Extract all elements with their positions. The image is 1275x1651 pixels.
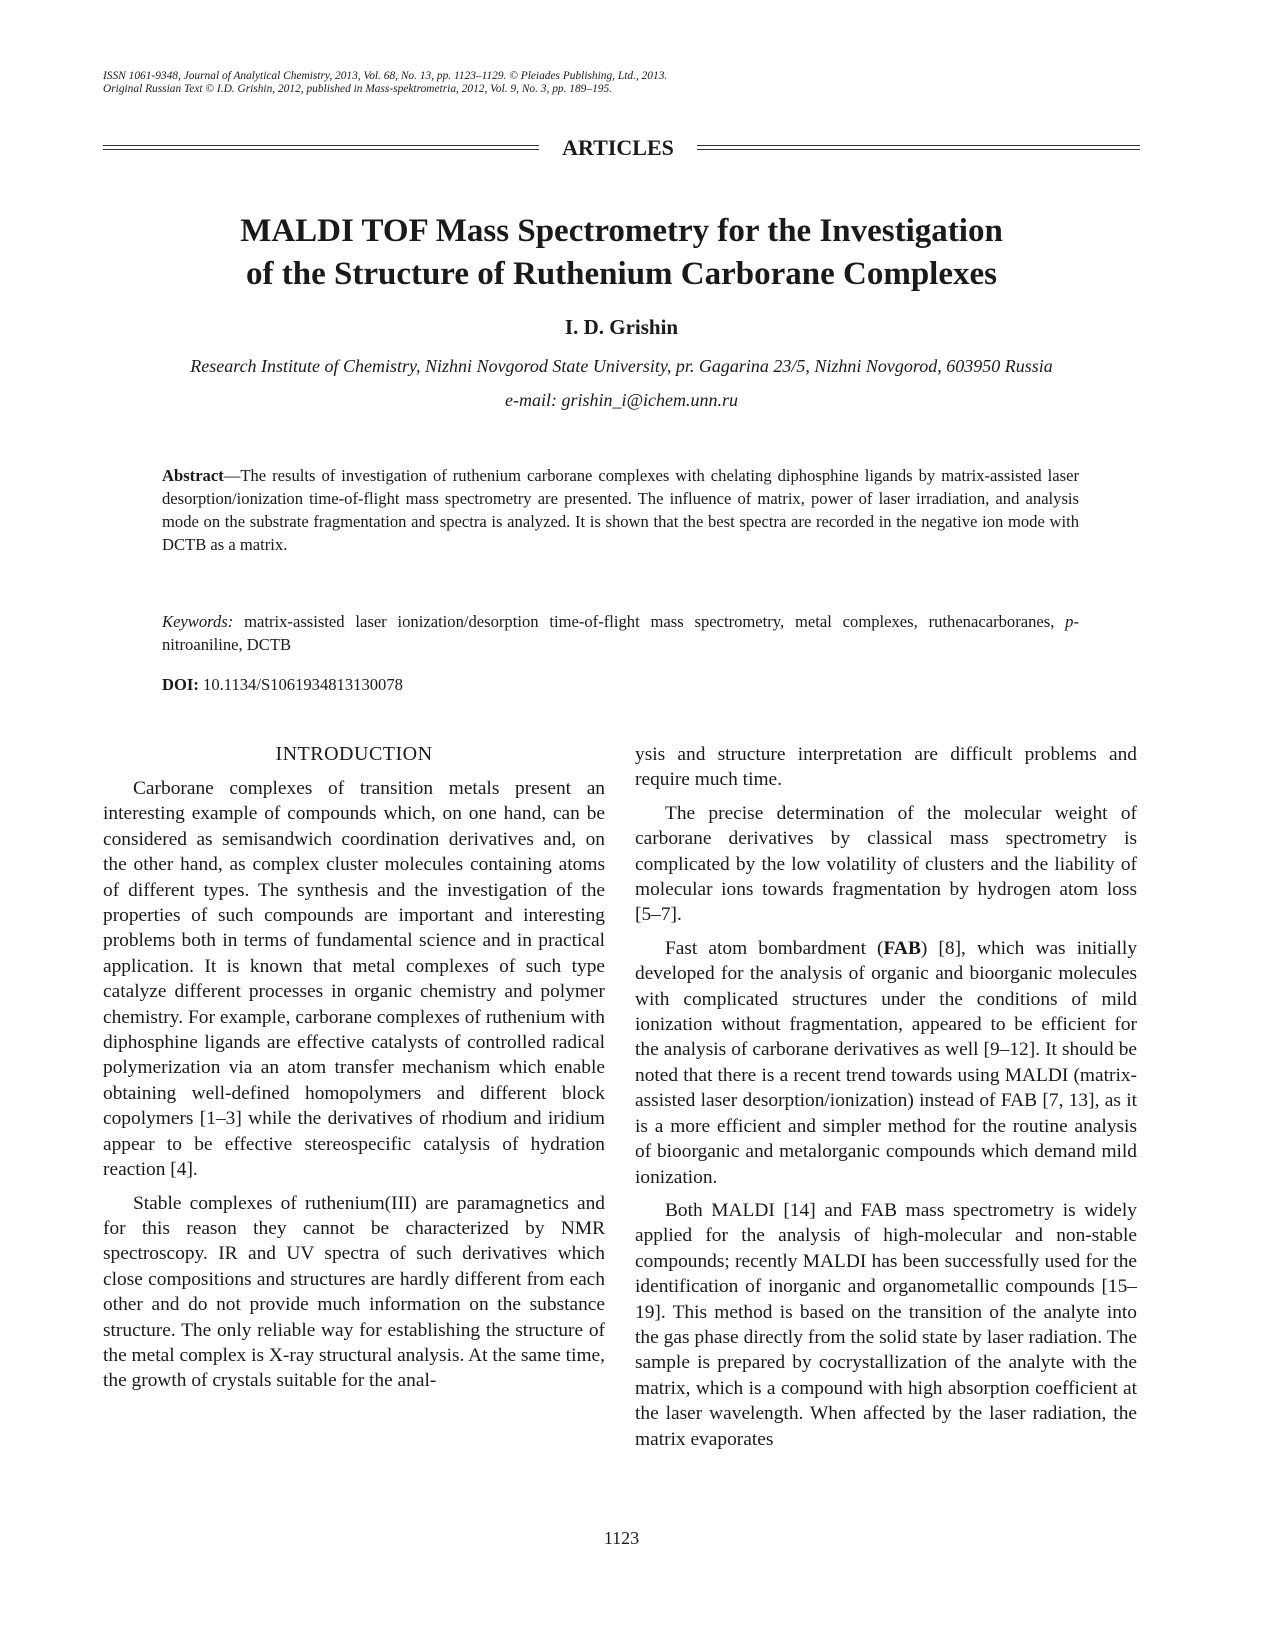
abstract-label: Abstract <box>162 466 224 485</box>
section-label: ARTICLES <box>562 135 674 160</box>
author-name: I. D. Grishin <box>564 315 679 339</box>
original-text-line: Original Russian Text © I.D. Grishin, 2012, published in Mass-spektrometria, 2012, Vol. 9, No. 3, pp. 189–195. <box>103 82 612 95</box>
title-line-2: of the Structure of Ruthenium Carborane Complexes <box>246 256 997 292</box>
keywords-text-end: -nitroaniline, DCTB <box>162 612 1079 654</box>
body-paragraph: Carborane complexes of transition metals present an interesting example of compounds which, on one hand, can be considered as semisandwich coordination derivatives and, on the other hand, as complex cluster molecules containing atoms of different types. The synthesis and the investigation of the properties of such compounds are important and interesting problems both in terms of fundamental science and in practical application. It is known that metal complexes of such type catalyze different processes in organic chemistry and polymer chemistry. For example, carborane complexes of ruthenium with diphosphine ligands are effective catalysts of controlled radical polymerization via an atom transfer mechanism which enable obtaining well-defined homopolymers and different block copolymers [1–3] while the derivatives of rhodium and iridium appear to be effective stereospecific catalysis of hydration reaction [4]. <box>103 778 605 1181</box>
body-text: Fast atom bombardment ( <box>665 937 884 959</box>
journal-citation-line: ISSN 1061-9348, Journal of Analytical Chemistry, 2013, Vol. 68, No. 13, pp. 1123–1129. © Pleiades Publishing, Ltd., 2013. <box>103 70 668 82</box>
introduction-heading: INTRODUCTION <box>275 743 433 765</box>
section-rule-left <box>103 145 539 150</box>
abstract <box>162 464 1079 556</box>
keywords <box>162 610 1079 656</box>
body-paragraph: Stable complexes of ruthenium(III) are paramagnetics and for this reason they cannot be characterized by NMR spectroscopy. IR and UV spectra of such derivatives which close compositions and structures are hardly different from each other and do not provide much information on the substance structure. The only reliable way for establishing the structure of the metal complex is X-ray structural analysis. At the same time, the growth of crystals suitable for the anal- <box>103 1192 605 1392</box>
title-line-1: MALDI TOF Mass Spectrometry for the Investigation <box>240 213 1003 249</box>
keywords-label: Keywords: <box>162 612 234 631</box>
keywords-text: matrix-assisted laser ionization/desorption time-of-flight mass spectrometry, metal complexes, ruthenacarboranes, <box>233 612 1066 631</box>
section-bar <box>103 135 1140 161</box>
abstract-text: —The results of investigation of ruthenium carborane complexes with chelating diphosphine ligands by matrix-assisted laser desorption/ionization time-of-flight mass spectrometry are presented. The influence of matrix, power of laser irradiation, and analysis mode on the substrate fragmentation and spectra is analyzed. It is shown that the best spectra are recorded in the negative ion mode with DCTB as a matrix. <box>162 466 1079 554</box>
doi-value: 10.1134/S1061934813130078 <box>198 675 403 694</box>
body-column-right <box>635 742 1137 1460</box>
body-paragraph-continued: ysis and structure interpretation are difficult problems and require much time. <box>635 744 1137 791</box>
keywords-italic-p: p <box>1065 612 1074 631</box>
section-rule-right <box>697 145 1140 150</box>
paper-title <box>103 210 1140 296</box>
body-column-left <box>103 742 605 1402</box>
doi <box>162 673 1079 696</box>
affiliation: Research Institute of Chemistry, Nizhni Novgorod State University, pr. Gagarina 23/5, Nizhni Novgorod, 603950 Russia <box>190 356 1053 376</box>
fab-abbreviation: FAB <box>883 937 921 959</box>
body-paragraph <box>635 936 1137 1190</box>
author-email: e-mail: grishin_i@ichem.unn.ru <box>504 390 739 410</box>
journal-header <box>103 70 1183 95</box>
body-paragraph: The precise determination of the molecular weight of carborane derivatives by classical mass spectrometry is complicated by the low volatility of clusters and the liability of molecular ions towards fragmentation by hydrogen atom loss [5–7]. <box>635 802 1137 926</box>
body-paragraph: Both MALDI [14] and FAB mass spectrometry is widely applied for the analysis of high-molecular and non-stable compounds; recently MALDI has been successfully used for the identification of inorganic and organometallic compounds [15–19]. This method is based on the transition of the analyte into the gas phase directly from the solid state by laser radiation. The sample is prepared by cocrystallization of the analyte with the matrix, which is a compound with high absorption coefficient at the laser wavelength. When affected by the laser radiation, the matrix evaporates <box>635 1199 1137 1450</box>
body-text: ) [8], which was initially developed for the analysis of organic and bioorganic molecules with complicated structures under the conditions of mild ionization without fragmentation, appeared to be efficient for the analysis of carborane derivatives as well [9–12]. It should be noted that there is a recent trend towards using MALDI (matrix-assisted laser desorption/ionization) instead of FAB [7, 13], as it is a more efficient and simpler method for the routine analysis of bioorganic and metalorganic compounds which demand mild ionization. <box>635 937 1138 1188</box>
page-number: 1123 <box>603 1528 640 1548</box>
doi-label: DOI: <box>162 675 199 694</box>
